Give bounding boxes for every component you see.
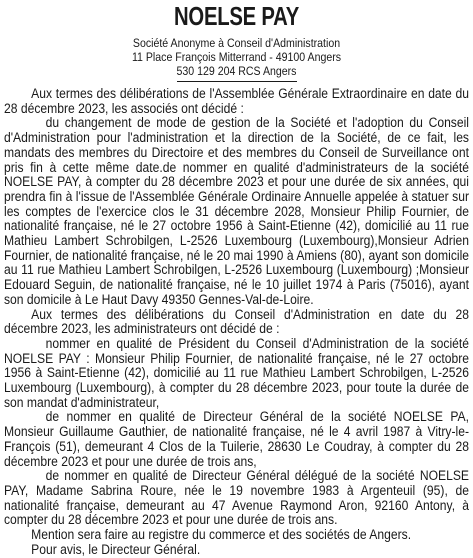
- paragraph-registry-mention: Mention sera faire au registre du commerce et des sociétés de Angers.: [31, 527, 412, 543]
- paragraph-governance-change: du changement de mode de gestion de la Société et l'adoption du Conseil d'Administration pour l'administration et la direction de la Société, de ce fait, les mandats des membres du Directoire et des membres du Conseil de Surveillance ont pris fin à cette même date.de nommer en qualité d'administrateurs de la société NOELSE PAY, à compter du 28 décembre 2023 et pour une durée de six années, qui prendra fin à l'issue de l'Assemblée Générale Ordinaire Annuelle appelée à statuer sur les comptes de l'exercice clos le 31 décembre 2028, Monsieur Philip Fournier, de nationalité française, né le 27 octobre 1956 à Saint-Etienne (42), domicilié au 11 rue Mathieu Lambert Schrobilgen, L-2526 Luxembourg (Luxembourg),Monsieur Adrien Fournier, de nationalité française, né le 20 mai 1990 à Amiens (80), ayant son domicile au 11 rue Mathieu Lambert Schrobilgen, L-2526 Luxembourg (Luxembourg) ;Monsieur Edouard Seguin, de nationalité française, né le 10 juillet 1974 à Paris (75016), ayant son domicile à Le Haut Davy 49350 Gennes-Val-de-Loire.: [4, 115, 470, 307]
- paragraph-signature: Pour avis, le Directeur Général.: [31, 541, 201, 557]
- paragraph-president-appointment: nommer en qualité de Président du Conseil d'Administration de la société NOELSE PAY : Monsieur Philip Fournier, de nationalité française, né le 27 octobre 1956 à Saint-Etienne (42), domicilié au 11 rue Mathieu Lambert Schrobilgen, L-2526 Luxembourg (Luxembourg), à compter du 28 décembre 2023, pour toute la durée de son mandat d'administrateur,: [4, 335, 470, 410]
- company-address: 11 Place François Mitterrand - 49100 Angers: [131, 50, 342, 64]
- paragraph-deputy-ceo-appointment: de nommer en qualité de Directeur Général délégué de la société NOELSE PAY, Madame Sabrina Roure, née le 19 novembre 1983 à Argenteuil (95), de nationalité française, demeurant au 47 Avenue Raymond Aron, 92160 Antony, à compter du 28 décembre 2023 et pour une durée de trois ans.: [4, 468, 470, 528]
- paragraph-age-decision: Aux termes des délibérations de l'Assemblée Générale Extraordinaire en date du 28 décembre 2023, les associés ont décidé :: [4, 86, 470, 116]
- paragraph-board-decision: Aux termes des délibérations du Conseil d'Administration en date du 28 décembre 2023, les administrateurs ont décidé de :: [4, 306, 470, 337]
- company-name-title: NOELSE PAY: [173, 1, 300, 31]
- notice-body: [4, 87, 469, 558]
- paragraph-ceo-appointment: de nommer en qualité de Directeur Général de la société NOELSE PA, Monsieur Guillaume Gauthier, de nationalité française, né le 4 avril 1987 à Vitry-le-François (51), demeurant 4 Clos de la Tuilerie, 28630 Le Coudray, à compter du 28 décembre 2023 et pour une durée de trois ans,: [4, 409, 470, 469]
- rcs-registration: 530 129 204 RCS Angers: [176, 64, 297, 78]
- legal-form: Société Anonyme à Conseil d'Administration: [132, 36, 341, 50]
- header-divider: [177, 81, 297, 82]
